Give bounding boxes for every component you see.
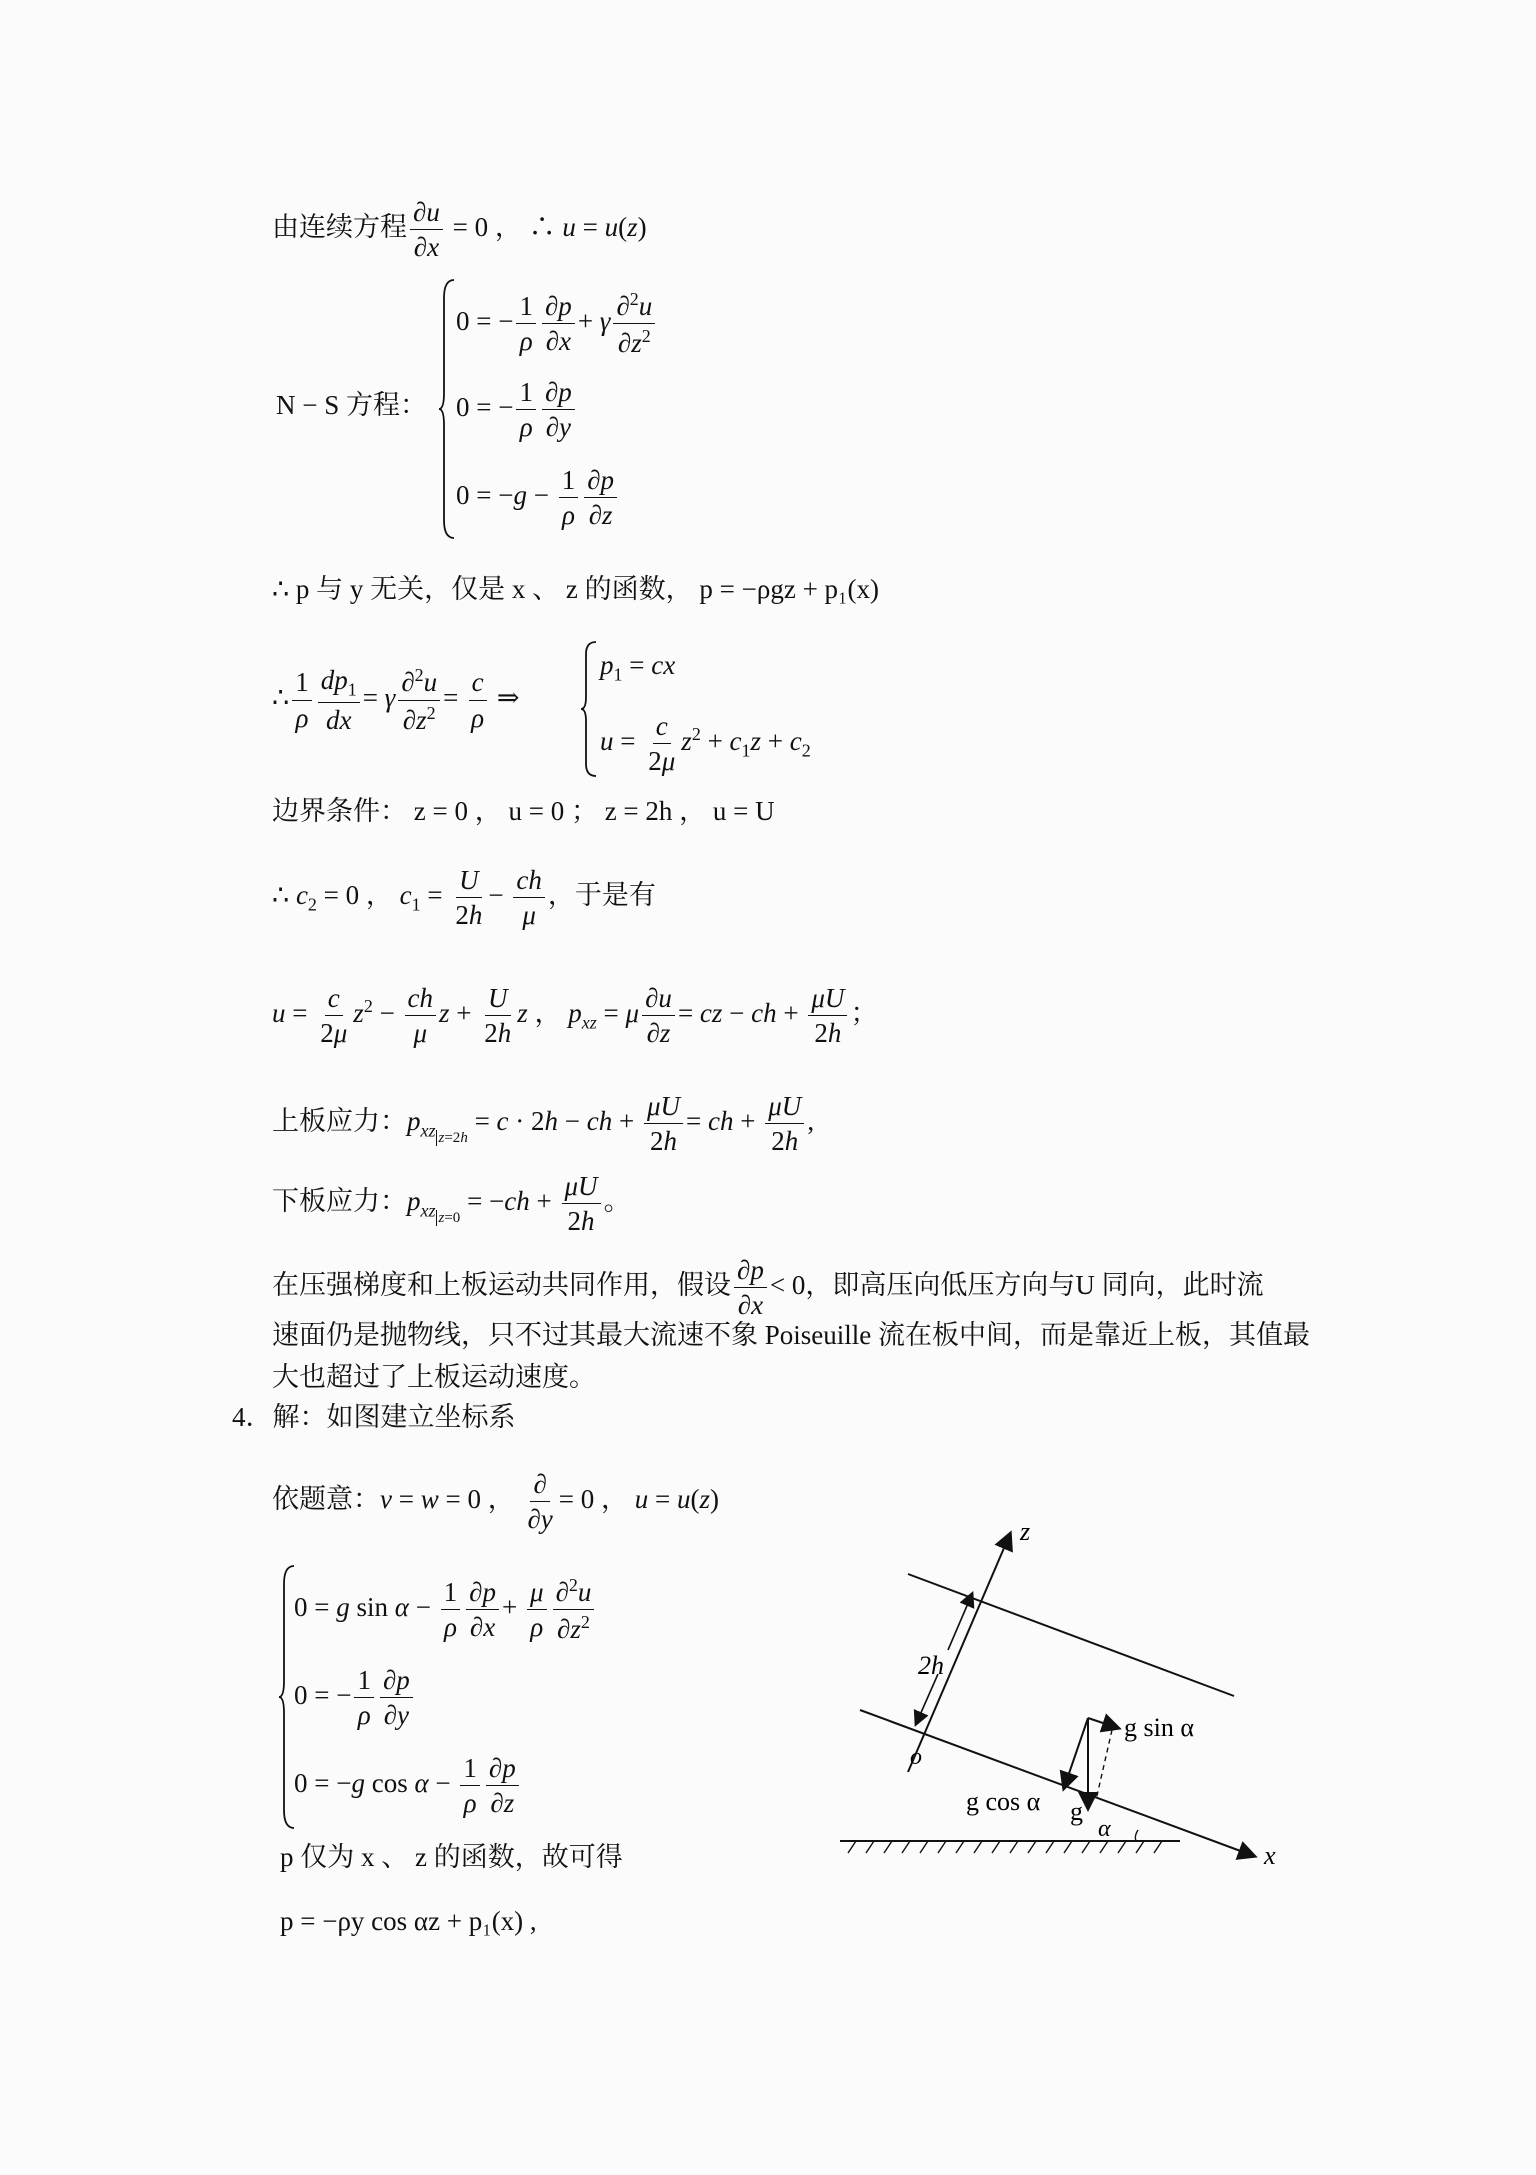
ns-brace xyxy=(438,278,456,540)
label-z: z xyxy=(1020,1517,1031,1546)
p-relation-line: ∴ p 与 y 无关，仅是 x 、 z 的函数， p = −ρgz + p₁(x) xyxy=(272,574,879,604)
x-axis xyxy=(860,1710,1254,1856)
ns-eq-y: 0 = − $\frac{1}{\rho}$ $\frac{\partial p}{\partial y}$ xyxy=(456,378,578,442)
incline-figure xyxy=(820,1500,1340,1900)
label-x: x xyxy=(1264,1841,1276,1870)
p-result-line: p = −ρy cos αz + p₁(x) , xyxy=(280,1906,537,1936)
upper-stress-line: 上板应力：$p_{xz}$ $_{z=2h}$ = c · 2h − ch + $\frac{\mu U}{2h}$ = ch + $\frac{\mu U}{2h}$ , xyxy=(272,1091,815,1157)
label-gsin: g sin α xyxy=(1124,1713,1194,1742)
label-alpha: α xyxy=(1098,1816,1111,1842)
ns-label: N − S 方程： xyxy=(276,390,427,420)
ns-eq-z: 0 = −g − $\frac{1}{\rho}$ $\frac{\partial p}{\partial z}$ xyxy=(456,466,620,530)
u-solution: u = $\frac{c}{2\mu}$ $z^2 + c_1z + c_2$ xyxy=(600,711,811,777)
incline-eq-x: 0 = g sin α − $\frac{1}{\rho}$ $\frac{\partial p}{\partial x}$ + $\frac{\mu}{\rho}$ $\frac{\partial^2u}{\partial z^2}$ xyxy=(294,1576,597,1644)
incline-eq-z: 0 = −g cos α − $\frac{1}{\rho}$ $\frac{\partial p}{\partial z}$ xyxy=(294,1754,522,1818)
label-2h: 2h xyxy=(918,1651,944,1680)
p1-solution: $p_1$ = cx xyxy=(600,650,676,685)
label-g: g xyxy=(1070,1797,1083,1826)
problem-4-heading: 4．解：如图建立坐标系 xyxy=(232,1402,516,1432)
given-line: 依题意：v = w = 0 ， $\frac{\partial}{\partial y}$ = 0 ， u = u(z) xyxy=(272,1469,720,1535)
label-o: o xyxy=(910,1744,922,1770)
velocity-line: u = $\frac{c}{2\mu}$ $z^2$ − $\frac{ch}{\mu}$ z + $\frac{U}{2h}$ z ， $p_{xz} = \mu$ $\frac{\partial u}{\partial z}$ = cz − ch + $\frac{\mu U}{2h}$ ； xyxy=(272,983,878,1049)
paragraph-line-1: 在压强梯度和上板运动共同作用，假设 $\frac{\partial p}{\partial x}$ < 0，即高压向低压方向与U 同向，此时流 xyxy=(272,1255,1264,1321)
gsin-arrow xyxy=(1088,1718,1118,1728)
ground-hatch xyxy=(848,1841,1162,1853)
gcos-arrow xyxy=(1064,1718,1088,1788)
boundary-line: 边界条件： z = 0 ， u = 0 ； z = 2h ， u = U xyxy=(272,796,775,826)
solution-brace xyxy=(580,640,598,778)
incline-eq-y: 0 = − $\frac{1}{\rho}$ $\frac{\partial p}{\partial y}$ xyxy=(294,1666,416,1730)
ode-line: ∴ $\frac{1}{\rho}$ $\frac{dp_1}{dx}$ = γ $\frac{\partial^2u}{\partial z^2}$ = $\frac{c}{\rho}$ ⇒ xyxy=(272,665,520,736)
continuity-line: 由连续方程 $\frac{\partial u}{\partial x}$ = 0 ， ∴ u = u(z) xyxy=(272,197,647,263)
constants-line: ∴ $c_2 = 0$ ， $c_1$ = $\frac{U}{2h}$ − $\frac{ch}{\mu}$ ，于是有 xyxy=(272,865,656,931)
label-gcos: g cos α xyxy=(966,1787,1041,1816)
ns-eq-x: 0 = − $\frac{1}{\rho}$ $\frac{\partial p}{\partial x}$ + γ $\frac{\partial^2u}{\partial z^2}$ xyxy=(456,290,658,358)
paragraph-line-3: 大也超过了上板运动速度。 xyxy=(272,1362,596,1392)
p-function-line: p 仅为 x 、 z 的函数，故可得 xyxy=(280,1842,623,1872)
upper-plate xyxy=(908,1574,1234,1696)
paragraph-line-2: 速面仍是抛物线，只不过其最大流速不象 Poiseuille 流在板中间，而是靠近上板，其值最 xyxy=(272,1320,1310,1350)
lower-stress-line: 下板应力：$p_{xz}$ $_{z=0}$ = −ch + $\frac{\mu U}{2h}$ 。 xyxy=(272,1171,631,1237)
